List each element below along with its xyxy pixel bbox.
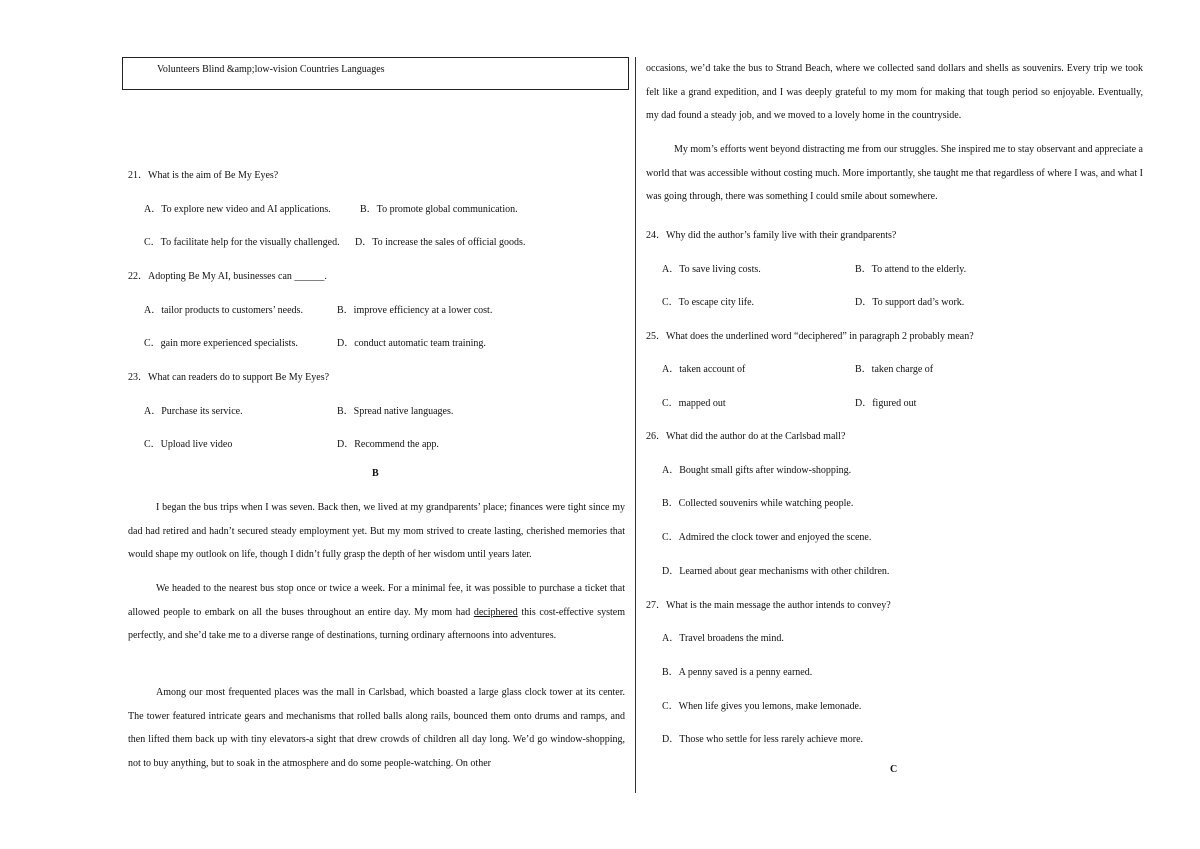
question-22-option-d[interactable]: D．conduct automatic team training. (337, 338, 486, 349)
question-25-stem: 25．What does the underlined word “deciphered” in paragraph 2 probably mean? (646, 331, 974, 342)
question-21-option-c[interactable]: C．To facilitate help for the visually challenged. (144, 237, 340, 248)
question-27-option-d[interactable]: D．Those who settle for less rarely achieve more. (662, 734, 864, 745)
question-27-option-b[interactable]: B．A penny saved is a penny earned. (662, 667, 813, 678)
question-21-option-b[interactable]: B．To promote global communication. (360, 204, 518, 215)
question-25-option-d[interactable]: D．figured out (855, 398, 917, 409)
header-box-text: Volunteers Blind &amp;low-vision Countries Languages (157, 64, 385, 75)
question-22-stem: 22．Adopting Be My AI, businesses can ______. (128, 271, 327, 282)
question-27-option-a[interactable]: A．Travel broadens the mind. (662, 633, 784, 644)
question-23-option-c[interactable]: C．Upload live video (144, 439, 233, 450)
question-26-option-a[interactable]: A．Bought small gifts after window-shopping. (662, 465, 852, 476)
passage-paragraph-3: Among our most frequented places was the mall in Carlsbad, which boasted a large glass clock tower at its center. The tower featured intricate gears and mechanisms that rolled balls along rails, bounced them onto drums and ramps, and then lifted them back up with tiny elevators-a sight that drew crowds of children all day long. We’d go window-shopping, not to buy anything, but to soak in the atmosphere and do some people-watching. On other (128, 687, 625, 769)
question-26-stem: 26．What did the author do at the Carlsbad mall? (646, 431, 846, 442)
question-24-option-d[interactable]: D．To support dad’s work. (855, 297, 965, 308)
question-24-stem: 24．Why did the author’s family live with their grandparents? (646, 230, 897, 241)
question-21-option-d[interactable]: D．To increase the sales of official goods. (355, 237, 526, 248)
question-24-option-c[interactable]: C．To escape city life. (662, 297, 755, 308)
section-b-heading: B (372, 468, 379, 479)
question-27-option-c[interactable]: C．When life gives you lemons, make lemonade. (662, 701, 862, 712)
right-column (646, 0, 1143, 849)
question-25-option-c[interactable]: C．mapped out (662, 398, 726, 409)
question-21-stem: 21．What is the aim of Be My Eyes? (128, 170, 279, 181)
question-23-stem: 23．What can readers do to support Be My Eyes? (128, 372, 330, 383)
underlined-word-deciphered: deciphered (473, 606, 518, 618)
passage-paragraph-2-after: this cost-effective system perfectly, and she’d take me to a diverse range of destinations, turning ordinary afternoons into adventures. (128, 606, 625, 641)
left-column (128, 0, 625, 849)
question-22-option-a[interactable]: A．tailor products to customers’ needs. (144, 305, 303, 316)
passage-paragraph-4: My mom’s efforts went beyond distracting me from our struggles. She inspired me to stay observant and appreciate a world that was accessible without costing much. More importantly, she taught me that regardless of where I was, and what I was going through, there was something I could smile about somewhere. (646, 144, 1143, 202)
question-27-stem: 27．What is the main message the author intends to convey? (646, 600, 891, 611)
question-21-option-a[interactable]: A．To explore new video and AI applications. (144, 204, 331, 215)
question-22-option-b[interactable]: B．improve efficiency at a lower cost. (337, 305, 493, 316)
question-25-option-a[interactable]: A．taken account of (662, 364, 746, 375)
passage-paragraph-2-before: We headed to the nearest bus stop once or twice a week. For a minimal fee, it was possible to purchase a ticket that allowed people to embark on all the buses throughout an entire day. My mom had (128, 583, 625, 618)
passage-paragraph-2 (128, 577, 625, 648)
question-23-option-d[interactable]: D．Recommend the app. (337, 439, 439, 450)
passage-paragraph-3-continued: occasions, we’d take the bus to Strand Beach, where we collected sand dollars and shells as souvenirs. Every trip we took felt like a grand expedition, and I was deeply grateful to my mom for making that tough period so enjoyable. Eventually, my dad found a steady job, and we moved to a lovely home in the countryside. (646, 63, 1143, 121)
question-26-option-d[interactable]: D．Learned about gear mechanisms with other children. (662, 566, 890, 577)
question-22-option-c[interactable]: C．gain more experienced specialists. (144, 338, 298, 349)
question-24-option-b[interactable]: B．To attend to the elderly. (855, 264, 967, 275)
passage-paragraph-1: I began the bus trips when I was seven. Back then, we lived at my grandparents’ place; finances were tight since my dad had retired and hadn’t secured steady employment yet. But my mom strived to create lasting, cherished memories that would shape my outlook on life, though I didn’t fully grasp the depth of her wisdom until years later. (128, 502, 625, 560)
question-23-option-b[interactable]: B．Spread native languages. (337, 406, 454, 417)
section-c-heading: C (890, 764, 898, 775)
question-25-option-b[interactable]: B．taken charge of (855, 364, 934, 375)
question-23-option-a[interactable]: A．Purchase its service. (144, 406, 243, 417)
question-26-option-c[interactable]: C．Admired the clock tower and enjoyed the scene. (662, 532, 872, 543)
question-26-option-b[interactable]: B．Collected souvenirs while watching people. (662, 498, 854, 509)
column-divider (635, 57, 636, 793)
question-24-option-a[interactable]: A．To save living costs. (662, 264, 761, 275)
